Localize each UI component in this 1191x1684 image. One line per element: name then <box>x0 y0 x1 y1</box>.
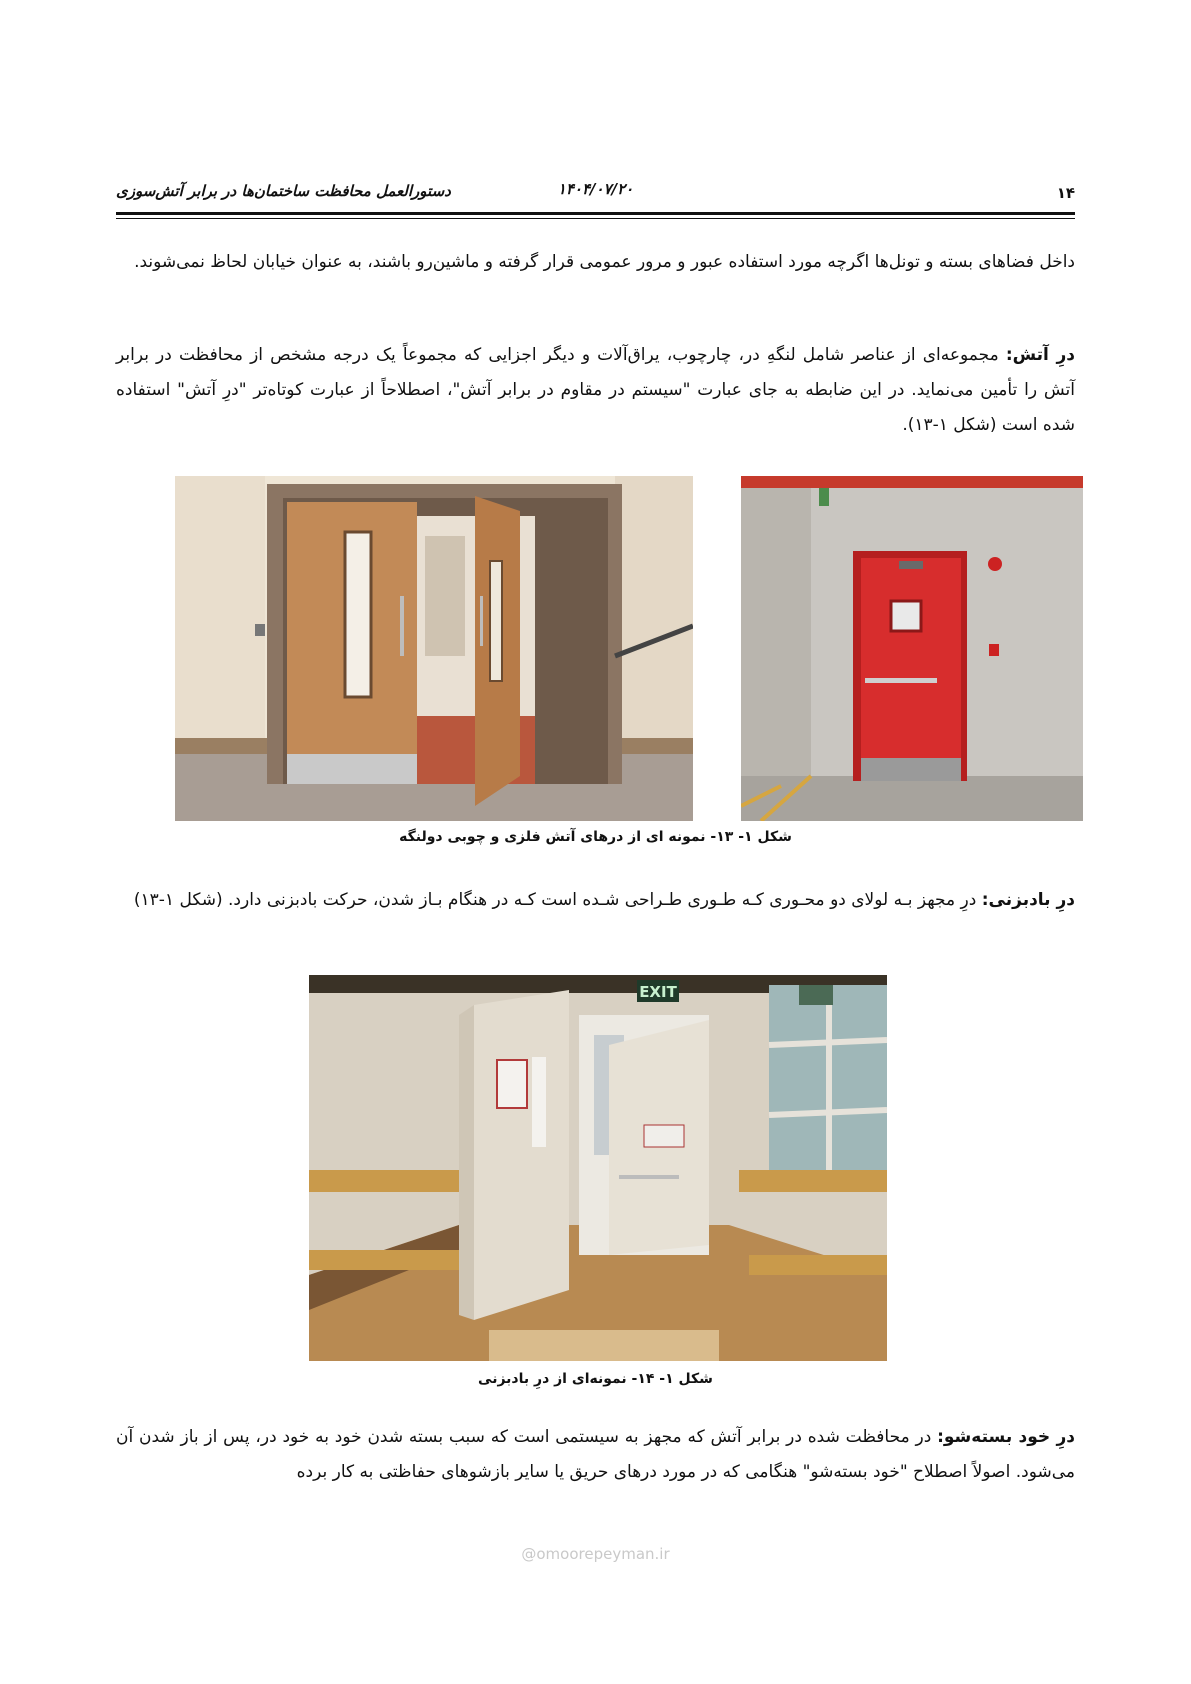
exit-sign-text: EXIT <box>639 983 677 1001</box>
page-number: ۱۴ <box>1056 184 1075 202</box>
definition-swing-door: درِ مجهز بـه لولای دو محـوری کـه طـوری طـراحی شـده است کـه در هنگام بـاز شدن، حرکت بادبزنی دارد. (شکل ۱-۱۳) <box>133 890 982 910</box>
paragraph-fire-door <box>116 338 1075 443</box>
header-date: ۱۴۰۴/۰۷/۲۰ <box>557 180 634 198</box>
paragraph-streets: داخل فضاهای بسته و تونل‌ها اگرچه مورد استفاده عبور و مرور عمومی قرار گرفته و ماشین‌رو باشند، به عنوان خیابان لحاظ نمی‌شوند. <box>134 252 1075 272</box>
figure-14-caption: شکل ۱- ۱۴- نمونه‌ای از درِ بادبزنی <box>478 1371 713 1387</box>
paragraph-self-closing-door <box>116 1420 1075 1490</box>
header-rule-thin <box>116 218 1075 219</box>
term-self-closing-door: درِ خود بسته‌شو: <box>937 1427 1075 1447</box>
wooden-double-door-photo <box>175 476 693 821</box>
figure-13-caption: شکل ۱- ۱۳- نمونه ای از درهای آتش فلزی و چوبی دولنگه <box>399 829 792 845</box>
watermark: @omoorepeyman.ir <box>521 1545 670 1563</box>
red-metal-door-photo <box>741 476 1083 821</box>
header-rule-thick <box>116 212 1075 215</box>
swinging-door-photo <box>309 975 887 1361</box>
definition-fire-door: مجموعه‌ای از عناصر شامل لنگهِ در، چارچوب، یراق‌آلات و دیگر اجزایی که مجموعاً یک درجه مشخص از محافظت در برابر آتش را تأمین می‌نماید. در این ضابطه به جای عبارت "سیستم در مقاوم در برابر آتش"، اصطلاحاً از عبارت کوتاه‌تر "درِ آتش" استفاده شده است (شکل ۱-۱۳). <box>116 345 1075 435</box>
paragraph-swing-door <box>116 883 1075 918</box>
term-swing-door: درِ بادبزنی: <box>981 890 1075 910</box>
page-header <box>116 178 1075 208</box>
header-title: دستورالعمل محافظت ساختمان‌ها در برابر آتش‌سوزی <box>116 182 451 200</box>
definition-self-closing-door: در محافظت شده در برابر آتش که مجهز به سیستمی است که سبب بسته شدن خود به خود در، پس از باز شدن آن می‌شود. اصولاً اصطلاح "خود بسته‌شو" هنگامی که در مورد درهای حریق یا سایر بازشوهای حفاظتی به کار برده <box>116 1427 1075 1482</box>
term-fire-door: درِ آتش: <box>1005 345 1076 365</box>
